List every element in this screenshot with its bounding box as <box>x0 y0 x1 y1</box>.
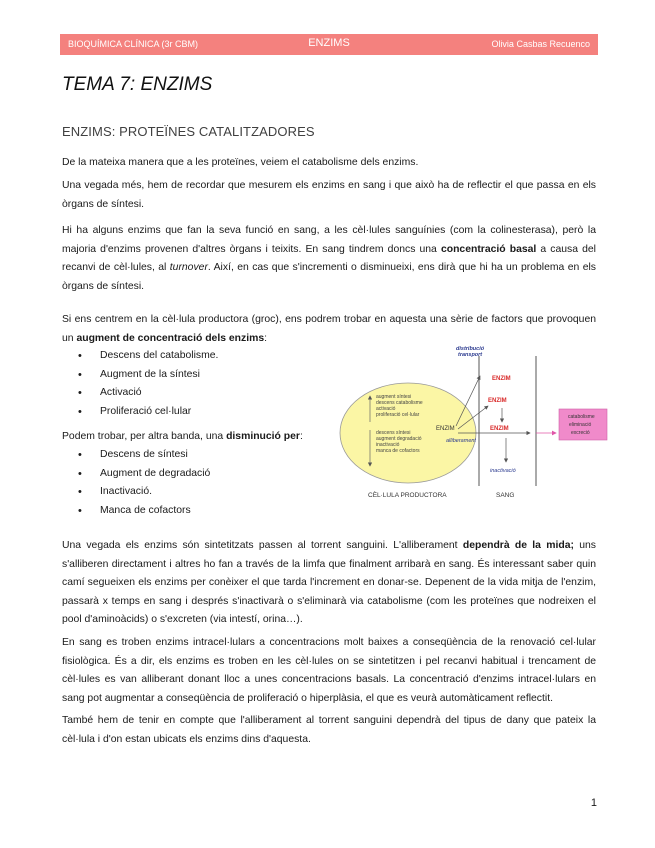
list-item: • Descens del catabolisme. <box>62 347 218 366</box>
paragraph-7: En sang es troben enzims intracel·lulars a concentracions molt baixes a conseqüència de la renovació cel·lular fisiològica. És a dir, els enzims es troben en les cèl·lules on se sintetitzen i pel recanvi habitual i trencament de cèl·lules es van alliberant donant lloc a unes concentracions basals. La concentració d'enzims intracel·lulars en sang pot augmentar a conseqüència de proliferació o hiperplàsia, el que es veurà automàticament reflectit. <box>62 637 596 704</box>
paragraph-8: També hem de tenir en compte que l'alliberament al torrent sanguini dependrà del tipus de dany que pateix la cèl·lula i d'on estan ubicats els enzims dins d'aquesta. <box>62 715 596 745</box>
cell-increase-2: activació <box>376 406 396 412</box>
increase-list <box>62 347 218 421</box>
paragraph-5: Podem trobar, per altra banda, una disminució per: <box>62 431 303 442</box>
paragraph-2: Una vegada més, hem de recordar que mesurem els enzims en sang i que això ha de reflectir el que passa en els òrgans de síntesi. <box>62 180 596 210</box>
fate-eliminacio: eliminació <box>569 422 592 428</box>
alliberament-label: alliberament <box>446 438 476 444</box>
header-topic: ENZIMS <box>308 37 350 49</box>
list-item: • Descens de síntesi <box>62 446 210 465</box>
inactivacio-label: inactivació <box>490 468 516 474</box>
list-item: • Augment de la síntesi <box>62 366 218 385</box>
list-item: • Activació <box>62 384 218 403</box>
cell-decrease-2: inactivació <box>376 442 400 448</box>
cell-increase-3: proliferació cel·lular <box>376 412 420 418</box>
cell-decrease-3: manca de cofactors <box>376 448 420 454</box>
list-item: • Manca de cofactors <box>62 502 210 521</box>
header-course: BIOQUÍMICA CLÍNICA (3r CBM) <box>68 39 199 49</box>
list-item: • Inactivació. <box>62 483 210 502</box>
enzim-cell-label: ENZIM <box>436 426 455 432</box>
page-header <box>60 34 598 55</box>
cell-decrease-0: descens síntesi <box>376 430 411 436</box>
list-item: • Proliferació cel·lular <box>62 403 218 422</box>
header-author: Olivia Casbas Recuenco <box>491 39 590 49</box>
cell-decrease-1: augment degradació <box>376 436 422 442</box>
page-number: 1 <box>590 797 597 809</box>
distribucio-label: distribució <box>456 346 485 352</box>
cell-increase-1: descens catabolisme <box>376 400 423 406</box>
paragraph-6: Una vegada els enzims són sintetitzats passen al torrent sanguini. L'alliberament dependrà de la mida; uns s'alliberen directament i altres ho fan a través de la limfa que finalment arribarà en sang. És interessant saber quin camí segueixen els enzims per conèixer el que tarda l'increment en donar-se. Depenent de la vida mitja de l'enzim, passarà x temps en sang i després s'inactivarà o s'eliminarà via catabolisme (com les proteïnes que nodreixen el pool d'aminoàcids) o s'excreten (via intestí, orina…). <box>62 540 597 625</box>
paragraph-4: Si ens centrem en la cèl·lula productora (groc), ens podrem trobar en aquesta una sèrie de factors que provoquen un augment de concentració dels enzims: <box>62 314 596 344</box>
paragraph-1: De la mateixa manera que a les proteïnes, veiem el catabolisme dels enzims. <box>62 157 419 168</box>
paragraph-3: Hi ha alguns enzims que fan la seva funció en sang, a les cèl·lules sanguínies (com la colinesterasa), però la majoria d'enzims provenen d'altres òrgans i teixits. En sang tindrem doncs una concentració basal a causa del recanvi de cèl·lules, al turnover. Així, en cas que s'incrementi o disminueixi, ens dirà que hi ha un problema en els òrgans de síntesi. <box>62 225 596 292</box>
page-title: TEMA 7: ENZIMS <box>62 74 213 95</box>
decrease-list <box>62 446 210 520</box>
enzim-top-label: ENZIM <box>492 376 511 382</box>
cell-increase-0: augment síntesi <box>376 394 412 400</box>
cell-caption: CÈL·LULA PRODUCTORA <box>368 492 447 499</box>
enzim-blood-label: ENZIM <box>490 426 509 432</box>
fate-excrecio: excreció <box>571 430 590 436</box>
list-item: • Augment de degradació <box>62 465 210 484</box>
fate-catabolisme: catabolisme <box>568 414 595 420</box>
transport-label: transport <box>458 352 483 358</box>
blood-caption: SANG <box>496 492 515 499</box>
enzim-mid-label: ENZIM <box>488 398 507 404</box>
section-heading: ENZIMS: PROTEÏNES CATALITZADORES <box>62 124 315 139</box>
enzyme-flow-diagram <box>330 338 610 508</box>
